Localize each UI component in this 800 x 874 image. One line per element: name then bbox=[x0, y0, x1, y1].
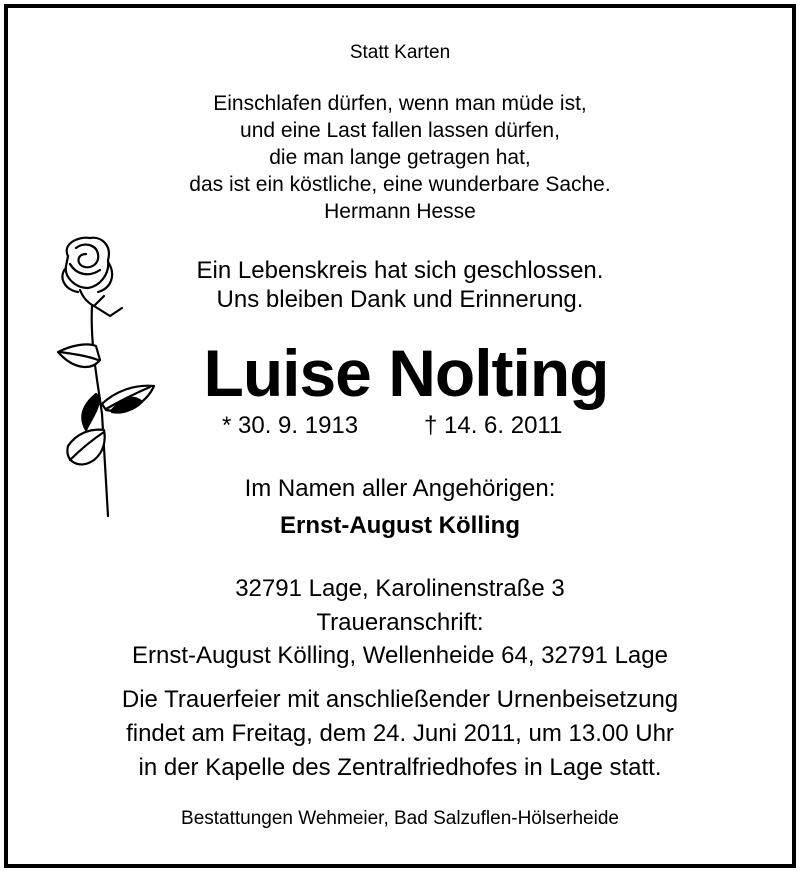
intro-line: Ein Lebenskreis hat sich geschlossen. bbox=[196, 257, 604, 284]
poem-line: die man lange getragen hat, bbox=[269, 146, 531, 169]
poem-author: Hermann Hesse bbox=[324, 200, 476, 223]
mourner-name: Ernst-August Kölling bbox=[280, 512, 520, 539]
ceremony-line: in der Kapelle des Zentralfriedhofes in Lage statt. bbox=[138, 754, 662, 781]
ceremony-line: findet am Freitag, dem 24. Juni 2011, um 13.00 Uhr bbox=[126, 720, 674, 747]
birth-date: * 30. 9. 1913 bbox=[222, 412, 359, 439]
poem-line: das ist ein köstliche, eine wunderbare Sache. bbox=[189, 173, 611, 196]
death-date: † 14. 6. 2011 bbox=[424, 412, 563, 439]
address-text: 32791 Lage, Karolinenstraße 3 bbox=[235, 575, 565, 602]
mourning-address-label: Traueranschrift: bbox=[316, 609, 484, 636]
mourning-address: Ernst-August Kölling, Wellenheide 64, 32791 Lage bbox=[132, 642, 668, 669]
poem-line: Einschlafen dürfen, wenn man müde ist, bbox=[213, 92, 587, 115]
intro-line: Uns bleiben Dank und Erinnerung. bbox=[216, 286, 584, 313]
undertaker-text: Bestattungen Wehmeier, Bad Salzuflen-Hölserheide bbox=[181, 808, 619, 829]
ceremony-line: Die Trauerfeier mit anschließender Urnenbeisetzung bbox=[121, 686, 679, 713]
header-text: Statt Karten bbox=[349, 42, 451, 63]
on-behalf-text: Im Namen aller Angehörigen: bbox=[244, 475, 556, 502]
poem-line: und eine Last fallen lassen dürfen, bbox=[240, 119, 560, 142]
life-dates bbox=[0, 412, 800, 446]
deceased-name: Luise Nolting bbox=[203, 336, 609, 410]
